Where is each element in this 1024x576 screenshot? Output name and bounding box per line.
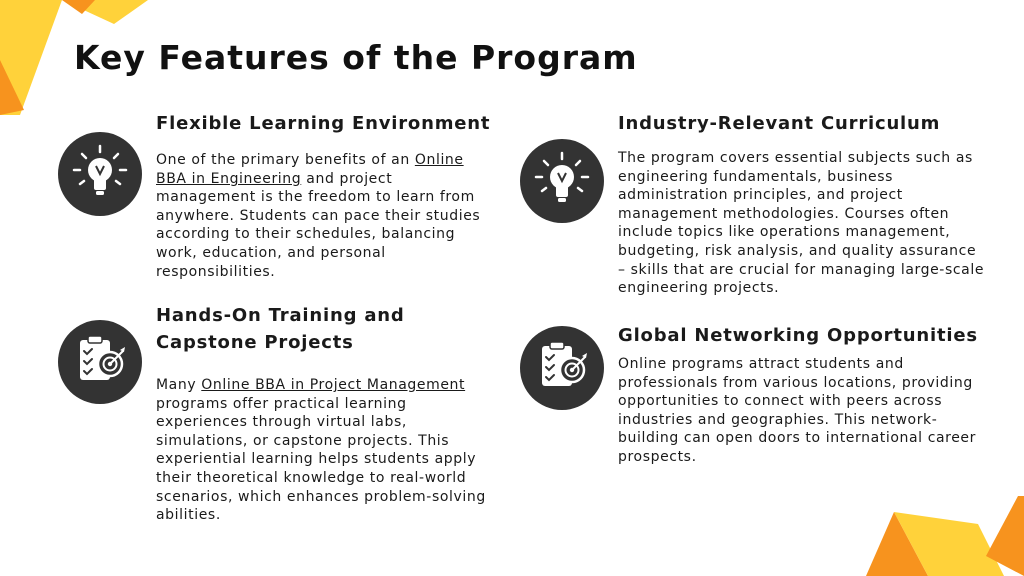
clipboard-target-icon xyxy=(58,320,142,404)
feature-heading: Hands-On Training and Capstone Projects xyxy=(156,305,405,353)
feature-global-networking xyxy=(618,322,978,467)
feature-text: Online programs attract students and professionals from various locations, providing opportunities to connect with peers across industries and geographies. This network-building can open doors to international career prospects. xyxy=(618,356,977,465)
online-bba-engineering-link[interactable]: Online BBA in Engineering xyxy=(156,152,464,187)
lightbulb-icon xyxy=(520,139,604,223)
feature-flexible-learning xyxy=(156,110,496,281)
page-title: Key Features of the Program xyxy=(74,38,638,77)
clipboard-target-icon xyxy=(520,326,604,410)
feature-hands-on-training xyxy=(156,302,501,525)
feature-heading: Flexible Learning Environment xyxy=(156,113,491,134)
bottom-right-decoration xyxy=(858,496,1024,576)
lightbulb-icon xyxy=(58,132,142,216)
online-bba-project-management-link[interactable]: Online BBA in Project Management xyxy=(201,377,466,393)
feature-text: The program covers essential subjects such as engineering fundamentals, business administration principles, and project management methodologies. Courses often include topics like operations management, budgeting, risk analysis, and quality assurance – skills that are crucial for managing large-scale engineering projects. xyxy=(618,150,985,297)
feature-heading: Global Networking Opportunities xyxy=(618,325,978,346)
feature-heading: Industry-Relevant Curriculum xyxy=(618,113,941,134)
feature-industry-curriculum xyxy=(618,110,988,298)
feature-text: One of the primary benefits of an Online BBA in Engineering and project management is the freedom to learn from anywhere. Students can pace their studies according to their schedules, balancing work, education, and personal responsibilities. xyxy=(156,152,481,280)
feature-text: Many Online BBA in Project Management programs offer practical learning experiences through virtual labs, simulations, or capstone projects. This experiential learning helps students apply their theoretical knowledge to real-world scenarios, which enhances problem-solving abilities. xyxy=(156,377,486,524)
